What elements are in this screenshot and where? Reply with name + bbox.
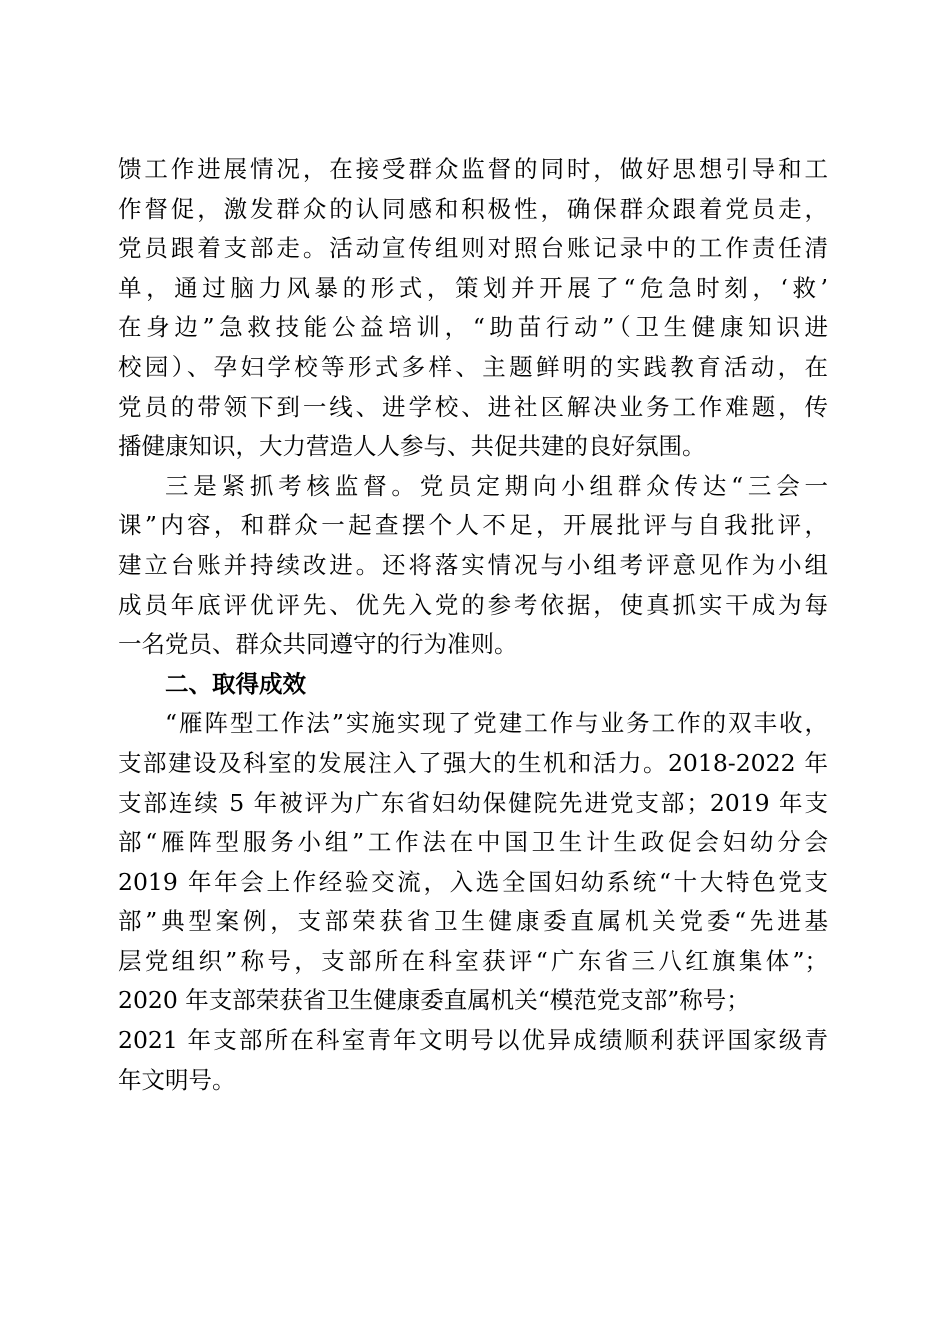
text-line: 党员跟着支部走。活动宣传组则对照台账记录中的工作责任清 bbox=[118, 234, 828, 263]
text-line: 支部建设及科室的发展注入了强大的生机和活力。2018-2022 年 bbox=[118, 748, 828, 777]
text-line: 成员年底评优评先、优先入党的参考依据，使真抓实干成为每 bbox=[118, 590, 828, 619]
paragraph-achievements bbox=[118, 704, 828, 1100]
text-line: 课”内容，和群众一起查摆个人不足，开展批评与自我批评， bbox=[118, 511, 828, 540]
text-line: 建立台账并持续改进。还将落实情况与小组考评意见作为小组 bbox=[118, 550, 828, 579]
text-line: 作督促，激发群众的认同感和积极性，确保群众跟着党员走， bbox=[118, 194, 828, 223]
text-line: 2019 年年会上作经验交流，入选全国妇幼系统“十大特色党支 bbox=[118, 867, 828, 896]
paragraph-supervision bbox=[118, 467, 828, 665]
text-line: 层党组织”称号，支部所在科室获评“广东省三八红旗集体”； bbox=[118, 946, 828, 975]
text-line: 馈工作进展情况，在接受群众监督的同时，做好思想引导和工 bbox=[118, 155, 828, 183]
text-line: “雁阵型工作法”实施实现了党建工作与业务工作的双丰收， bbox=[165, 709, 828, 738]
text-line: 部”典型案例，支部荣获省卫生健康委直属机关党委“先进基 bbox=[118, 907, 828, 936]
text-line: 三是紧抓考核监督。党员定期向小组群众传达“三会一 bbox=[165, 471, 828, 500]
document-body bbox=[118, 150, 828, 1100]
paragraph-work-progress bbox=[118, 150, 828, 467]
text-line: 在身边”急救技能公益培训，“助苗行动”（卫生健康知识进 bbox=[118, 313, 828, 342]
text-line: 2020 年支部荣获省卫生健康委直属机关“模范党支部”称号； bbox=[118, 986, 750, 1015]
text-line: 党员的带领下到一线、进学校、进社区解决业务工作难题，传 bbox=[118, 392, 828, 421]
text-line: 单，通过脑力风暴的形式，策划并开展了“危急时刻，‘救’ bbox=[118, 273, 828, 302]
section-heading: 二、取得成效 bbox=[165, 669, 306, 698]
text-line: 校园）、孕妇学校等形式多样、主题鲜明的实践教育活动，在 bbox=[118, 352, 828, 381]
text-line: 年文明号。 bbox=[118, 1065, 236, 1094]
text-line: 部“雁阵型服务小组”工作法在中国卫生计生政促会妇幼分会 bbox=[118, 828, 828, 857]
text-line: 2021 年支部所在科室青年文明号以优异成绩顺利获评国家级青 bbox=[118, 1026, 828, 1055]
text-line: 支部连续 5 年被评为广东省妇幼保健院先进党支部；2019 年支 bbox=[118, 788, 828, 817]
text-line: 一名党员、群众共同遵守的行为准则。 bbox=[118, 630, 518, 659]
text-line: 播健康知识，大力营造人人参与、共促共建的良好氛围。 bbox=[118, 432, 706, 461]
